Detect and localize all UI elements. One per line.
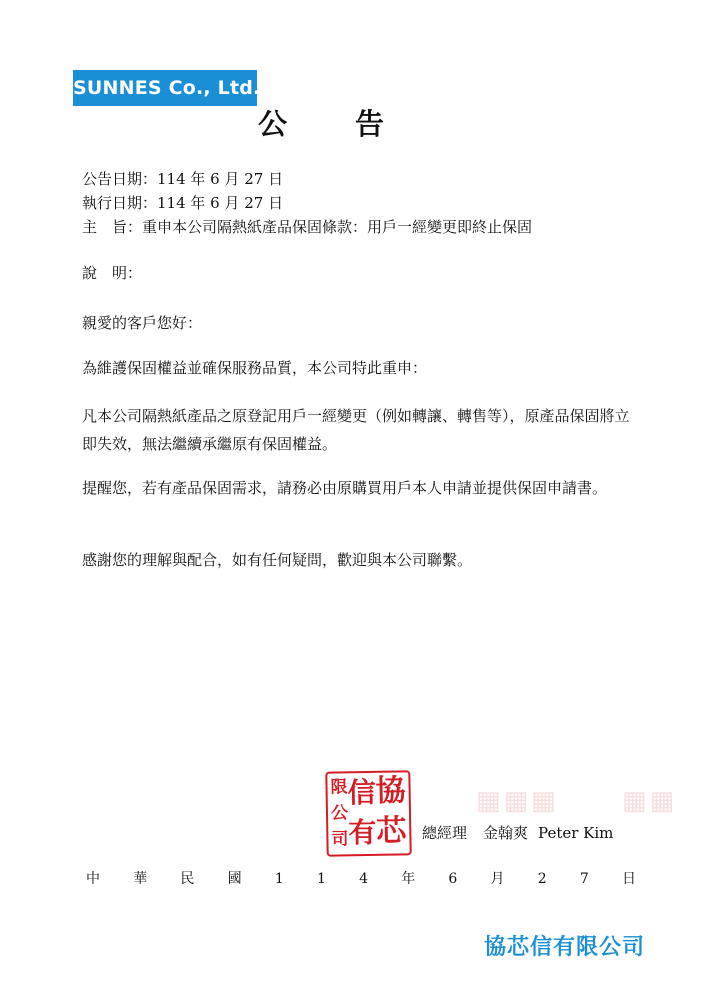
date-char: 中 [86,871,100,887]
seal-char: 司 [331,829,349,850]
roc-date-line [86,870,636,888]
announce-date: 公告日期：114 年 6 月 27 日 [82,170,284,188]
seal-char: 信 [347,775,376,810]
date-char: 1 [316,871,326,887]
paragraph-warranty-terms: 凡本公司隔熱紙產品之原登記用戶一經變更（例如轉讓、轉售等），原產品保固將立即失效，無法繼續承繼原有保固權益。 [82,407,630,453]
seal-char: 協 [375,773,406,809]
signatory-name-en: Peter Kim [538,824,614,842]
seal-char: 限 [330,777,348,798]
date-char: 華 [133,871,148,887]
subject-line: 主 旨：重申本公司隔熱紙產品保固條款：用戶一經變更即終止保固 [82,218,533,236]
greeting: 親愛的客戶您好： [82,314,203,332]
date-char: 國 [227,871,242,887]
date-char: 7 [579,871,589,887]
faint-stamp-mark: ▦▦ [622,786,678,816]
paragraph-reminder: 提醒您，若有產品保固需求，請務必由原購買用戶本人申請並提供保固申請書。 [82,479,608,497]
page-title: 公告 [258,107,453,141]
explanation-label: 說 明： [82,264,143,282]
date-char: 民 [180,871,195,887]
date-char: 日 [621,871,636,887]
paragraph-thanks: 感謝您的理解與配合，如有任何疑問，歡迎與本公司聯繫。 [82,551,473,569]
signatory-title: 總經理 [422,824,468,842]
date-char: 2 [537,871,547,887]
company-seal [325,770,411,856]
signature-line [422,823,613,843]
seal-char: 公 [330,803,349,824]
date-char: 6 [448,871,458,887]
seal-char: 芯 [376,813,407,849]
faint-stamp-mark: ▦▦▦ [476,786,559,816]
paragraph-intro: 為維護保固權益並確保服務品質，本公司特此重申： [82,359,428,377]
footer-company-name: 協芯信有限公司 [484,935,646,960]
date-char: 年 [401,871,416,887]
effective-date: 執行日期：114 年 6 月 27 日 [82,194,284,212]
date-char: 4 [359,871,368,887]
seal-char: 有 [348,815,377,850]
date-char: 1 [274,871,284,887]
company-logo: SUNNES Co., Ltd. [73,70,257,106]
date-char: 月 [490,871,505,887]
signatory-name-cn: 金翰爽 [483,824,529,842]
